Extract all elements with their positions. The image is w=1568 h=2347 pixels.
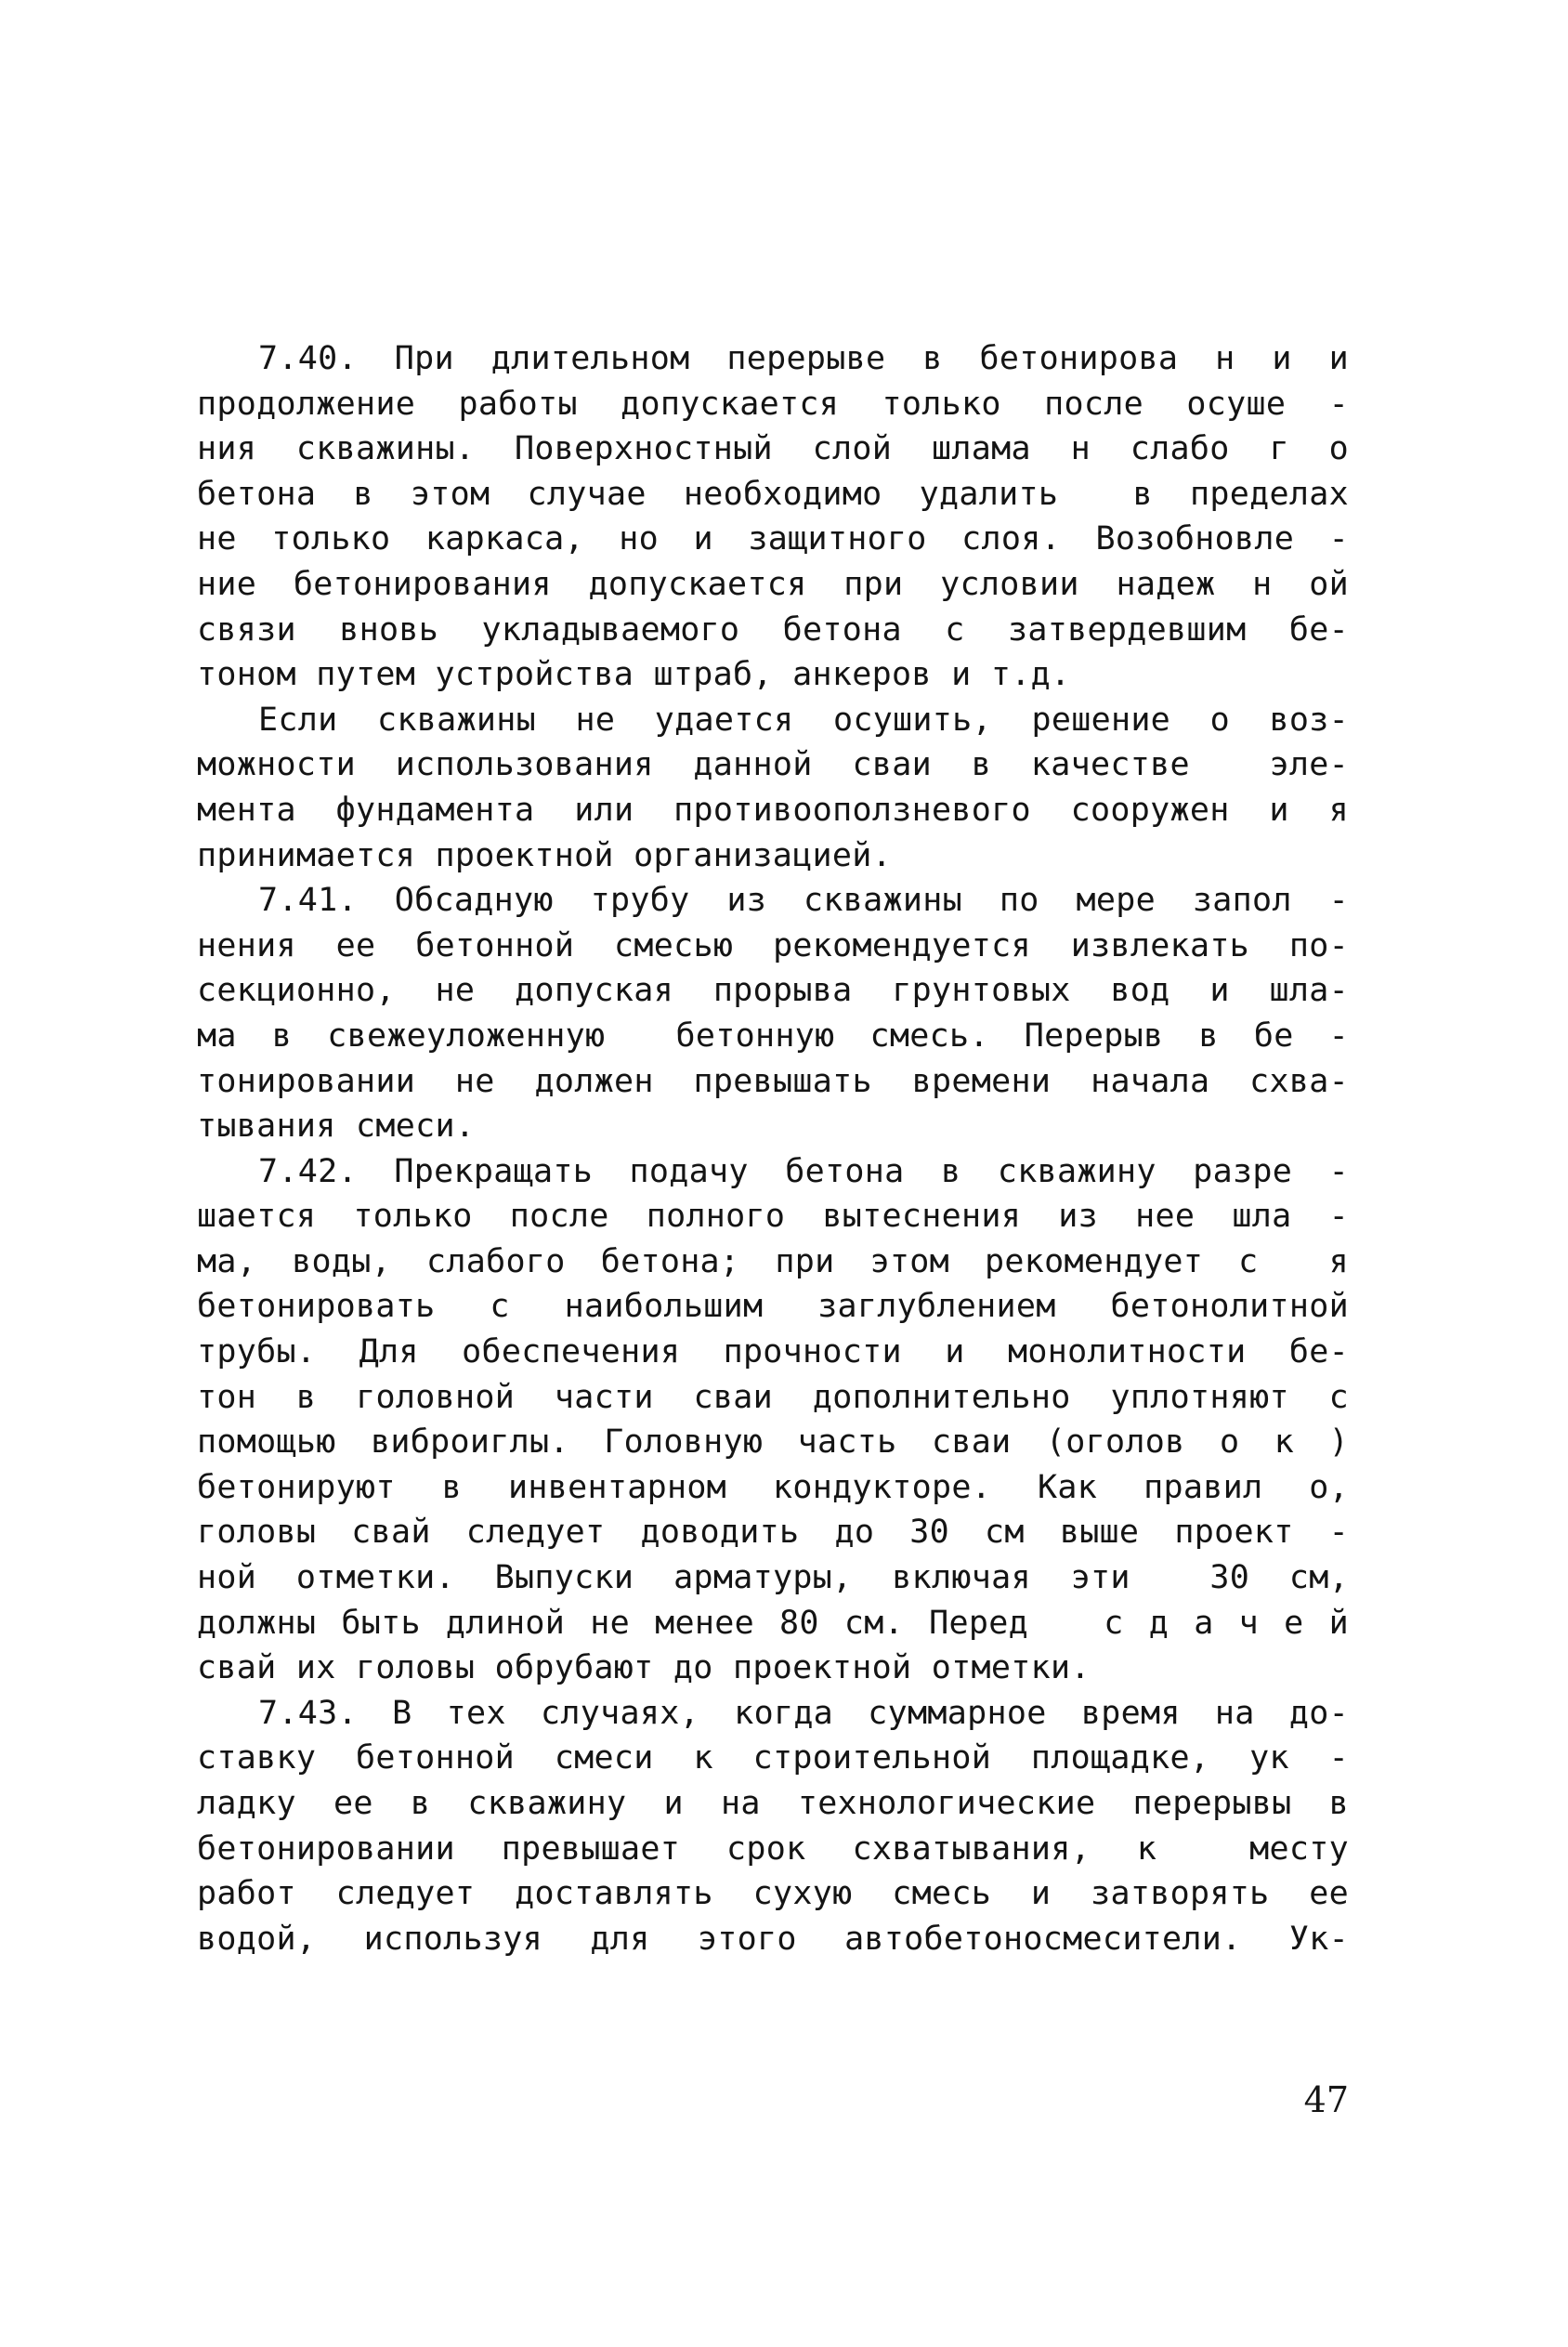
text-line: ние бетонирования допускается при условии надеж н ой: [197, 565, 1349, 603]
text-line: головы свай следует доводить до 30 см выше проект -: [197, 1514, 1349, 1552]
text-line: бетонировать с наибольшим заглублением бетонолитной: [197, 1288, 1349, 1326]
text-line: бетона в этом случае необходимо удалить в пределах: [197, 475, 1349, 513]
text-line: работ следует доставлять сухую смесь и затворять ее: [197, 1875, 1349, 1913]
text-line: ма, воды, слабого бетона; при этом рекомендует с я: [197, 1242, 1349, 1280]
text-line: 7.43. В тех случаях, когда суммарное время на до-: [258, 1694, 1349, 1732]
text-line: мента фундамента или противооползневого сооружен и я: [197, 791, 1349, 829]
text-line: свай их головы обрубают до проектной отметки.: [197, 1649, 1091, 1687]
text-line: можности использования данной сваи в качестве эле-: [197, 746, 1349, 784]
text-line: ма в свежеуложенную бетонную смесь. Перерыв в бе -: [197, 1016, 1349, 1055]
text-line: нения ее бетонной смесью рекомендуется извлекать по-: [197, 926, 1349, 964]
text-line: не только каркаса, но и защитного слоя. Возобновле -: [197, 520, 1349, 558]
text-line: шается только после полного вытеснения из нее шла -: [197, 1198, 1349, 1236]
text-line: трубы. Для обеспечения прочности и монолитности бе-: [197, 1333, 1349, 1371]
text-line: 7.42. Прекращать подачу бетона в скважину разре -: [258, 1152, 1349, 1190]
page-number: 47: [1303, 2079, 1349, 2120]
text-line: продолжение работы допускается только после осуше -: [197, 385, 1349, 423]
text-line: Если скважины не удается осушить, решение о воз-: [258, 701, 1349, 739]
text-line: бетонировании превышает срок схватывания, к месту: [197, 1829, 1349, 1868]
text-line: тоном путем устройства штраб, анкеров и т.д.: [197, 656, 1071, 694]
text-line: ладку ее в скважину и на технологические перерывы в: [197, 1785, 1349, 1822]
text-line: должны быть длиной не менее 80 см. Перед с д а ч е й: [197, 1604, 1349, 1642]
text-line: ной отметки. Выпуски арматуры, включая эти 30 см,: [197, 1559, 1349, 1597]
text-line: связи вновь укладываемого бетона с затвердевшим бе-: [197, 610, 1349, 649]
text-line: 7.40. При длительном перерыве в бетонирова н и и: [258, 340, 1349, 377]
text-line: принимается проектной организацией.: [197, 836, 893, 874]
text-line: 7.41. Обсадную трубу из скважины по мере запол -: [258, 882, 1349, 920]
text-line: ния скважины. Поверхностный слой шлама н слабо г о: [197, 430, 1349, 468]
text-line: тонировании не должен превышать времени начала схва-: [197, 1062, 1349, 1100]
text-line: ставку бетонной смеси к строительной площадке, ук -: [197, 1739, 1349, 1777]
text-line: помощью виброиглы. Головную часть сваи (оголов о к ): [197, 1423, 1349, 1462]
body-text: [197, 336, 1349, 1961]
text-line: водой, используя для этого автобетоносмесители. Ук-: [197, 1920, 1349, 1958]
text-line: тон в головной части сваи дополнительно уплотняют с: [197, 1378, 1349, 1416]
text-line: бетонируют в инвентарном кондукторе. Как правил о,: [197, 1468, 1349, 1506]
text-line: тывания смеси.: [197, 1108, 476, 1146]
text-line: секционно, не допуская прорыва грунтовых вод и шла-: [197, 972, 1349, 1010]
